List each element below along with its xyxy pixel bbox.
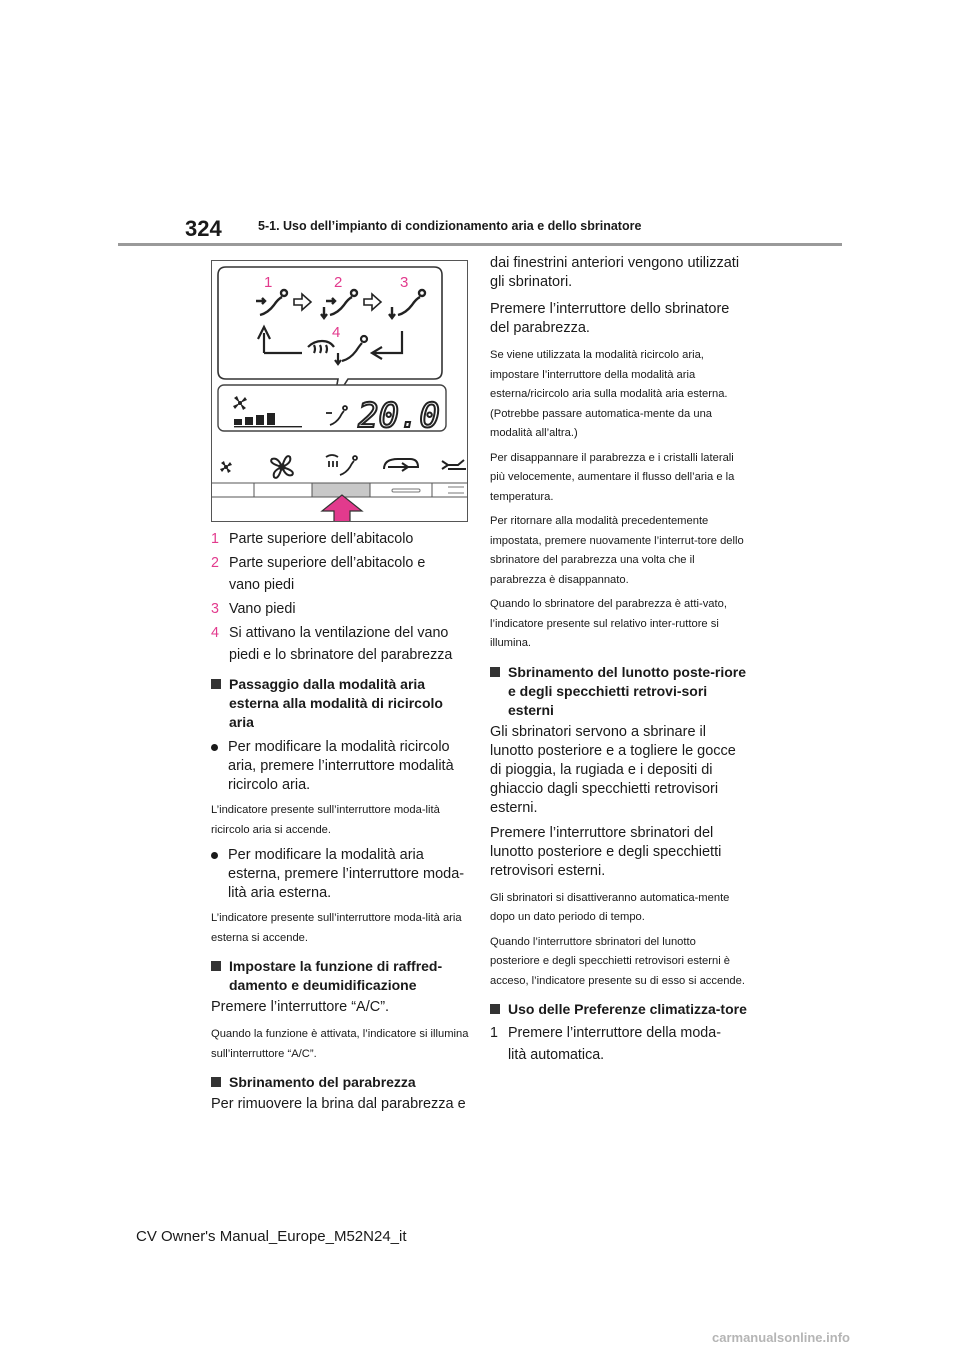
left-column bbox=[211, 528, 469, 1118]
note-d: Quando lo sbrinatore del parabrezza è atti-vato, l’indicatore presente sul relativo inter-ruttore si illumina. bbox=[490, 598, 727, 649]
page-number: 324 bbox=[185, 216, 222, 241]
note-a: Se viene utilizzata la modalità ricircolo aria, impostare l’interruttore della modalità aria esterna/ricircolo aria sulla modalità aria esterna. (Potrebbe passare automatica-mente da una modalità all’altra.) bbox=[490, 349, 728, 439]
press-pointer-arrow bbox=[322, 495, 362, 522]
legend-text: Vano piedi bbox=[229, 601, 296, 617]
heading-text: Sbrinamento del parabrezza bbox=[229, 1074, 416, 1090]
watermark: carmanualsonline.info bbox=[712, 1330, 850, 1345]
step-line: lità automatica. bbox=[508, 1047, 605, 1063]
windshield-press: Premere l’interruttore dello sbrinatore del parabrezza. bbox=[490, 301, 730, 336]
legend-number: 1 bbox=[211, 531, 219, 547]
fan-low-icon[interactable] bbox=[220, 461, 232, 473]
legend-text bbox=[229, 622, 469, 666]
climate-panel-illustration bbox=[212, 261, 468, 522]
outside-air-switch-icon[interactable] bbox=[442, 460, 466, 469]
legend-number: 3 bbox=[211, 601, 219, 617]
heading-square-icon bbox=[490, 1004, 500, 1014]
pref-heading bbox=[490, 1000, 748, 1019]
bullet-outside-air bbox=[211, 846, 469, 903]
note-b: Per disappannare il parabrezza e i cristalli laterali più velocemente, aumentare il flusso dell’aria e la temperatura. bbox=[490, 451, 735, 503]
step-text bbox=[508, 1022, 748, 1066]
pref-step-1 bbox=[490, 1022, 748, 1066]
cooling-text: Premere l’interruttore “A/C”. bbox=[211, 999, 390, 1015]
rear-text-2: Premere l’interruttore sbrinatori del lunotto posteriore e degli specchietti retrovisori esterni. bbox=[490, 824, 722, 879]
heading-text: Uso delle Preferenze climatizza-tore bbox=[508, 1001, 747, 1017]
figure-label-4: 4 bbox=[332, 324, 341, 341]
legend-text: Parte superiore dell’abitacolo bbox=[229, 531, 414, 547]
step-number: 1 bbox=[490, 1025, 498, 1041]
legend-line: Parte superiore dell’abitacolo e bbox=[229, 555, 426, 571]
rear-note-1: Gli sbrinatori si disattiveranno automatica-mente dopo un dato periodo di tempo. bbox=[490, 891, 730, 923]
legend-number: 4 bbox=[211, 625, 219, 641]
heading-square-icon bbox=[211, 961, 221, 971]
heading-square-icon bbox=[211, 679, 221, 689]
heading-text: Passaggio dalla modalità aria esterna alla modalità di ricircolo aria bbox=[229, 676, 443, 730]
bullet-text: Per modificare la modalità ricircolo aria, premere l’interruttore modalità ricircolo aria. bbox=[228, 739, 454, 793]
legend-item-4 bbox=[211, 622, 469, 666]
footer-manual-name: CV Owner's Manual_Europe_M52N24_it bbox=[136, 1228, 407, 1245]
legend-line: piedi e lo sbrinatore del parabrezza bbox=[229, 647, 453, 663]
rear-note-2: Quando l’interruttore sbrinatori del lunotto posteriore e degli specchietti retrovisori esterni è acceso, l’indicatore presente su di esso si accende. bbox=[490, 935, 745, 987]
figure-label-1: 1 bbox=[264, 274, 273, 291]
legend-line: Si attivano la ventilazione del vano bbox=[229, 625, 449, 641]
bullet-dot-icon bbox=[211, 744, 218, 751]
heading-text: Sbrinamento del lunotto poste-riore e degli specchietti retrovi-sori esterni bbox=[508, 663, 747, 718]
section-title: 5-1. Uso dell’impianto di condizionamento aria e dello sbrinatore bbox=[258, 219, 642, 233]
note-outside-air: L’indicatore presente sull’interruttore moda-lità aria esterna si accende. bbox=[211, 912, 462, 944]
note-c: Per ritornare alla modalità precedentemente impostata, premere nuovamente l’interrut-tore dello sbrinatore del parabrezza una volta che il parabrezza è disappannato. bbox=[490, 515, 744, 586]
right-column bbox=[490, 254, 748, 1068]
legend-item-3 bbox=[211, 598, 469, 620]
climate-panel-figure bbox=[211, 260, 468, 522]
temperature-display: 20.0 bbox=[358, 396, 440, 436]
windshield-text-cont: dai finestrini anteriori vengono utilizzati gli sbrinatori. bbox=[490, 255, 740, 290]
defrost-switch-highlight bbox=[312, 483, 370, 497]
recirc-heading bbox=[211, 675, 469, 732]
cooling-heading bbox=[211, 957, 469, 995]
fan-high-icon[interactable] bbox=[271, 456, 293, 478]
cooling-note: Quando la funzione è attivata, l’indicatore si illumina sull’interruttore “A/C”. bbox=[211, 1028, 469, 1060]
bullet-recirc bbox=[211, 738, 469, 795]
bullet-text: Per modificare la modalità aria esterna, premere l’interruttore moda-lità aria esterna. bbox=[228, 847, 465, 901]
rear-heading bbox=[490, 663, 748, 720]
rear-text-1: Gli sbrinatori servono a sbrinare il lunotto posteriore e a togliere le gocce di pioggia, la rugiada e i depositi di ghiaccio dagli specchietti retrovisori esterni. bbox=[490, 723, 736, 816]
legend-item-1 bbox=[211, 528, 469, 550]
step-line: Premere l’interruttore della moda- bbox=[508, 1025, 721, 1041]
windshield-text: Per rimuovere la brina dal parabrezza e bbox=[211, 1096, 466, 1112]
figure-label-3: 3 bbox=[400, 274, 409, 291]
heading-square-icon bbox=[211, 1077, 221, 1087]
figure-label-2: 2 bbox=[334, 274, 343, 291]
header-rule bbox=[118, 243, 842, 246]
recirculation-switch-icon[interactable] bbox=[384, 459, 418, 471]
bullet-dot-icon bbox=[211, 852, 218, 859]
windshield-defrost-switch-icon[interactable] bbox=[326, 455, 357, 475]
legend-text bbox=[229, 552, 469, 596]
windshield-heading bbox=[211, 1073, 469, 1092]
note-recirc: L’indicatore presente sull’interruttore moda-lità ricircolo aria si accende. bbox=[211, 804, 440, 836]
legend-item-2 bbox=[211, 552, 469, 596]
heading-text: Impostare la funzione di raffred-damento e deumidificazione bbox=[229, 958, 443, 993]
heading-square-icon bbox=[490, 667, 500, 677]
legend-line: vano piedi bbox=[229, 577, 295, 593]
legend-number: 2 bbox=[211, 555, 219, 571]
